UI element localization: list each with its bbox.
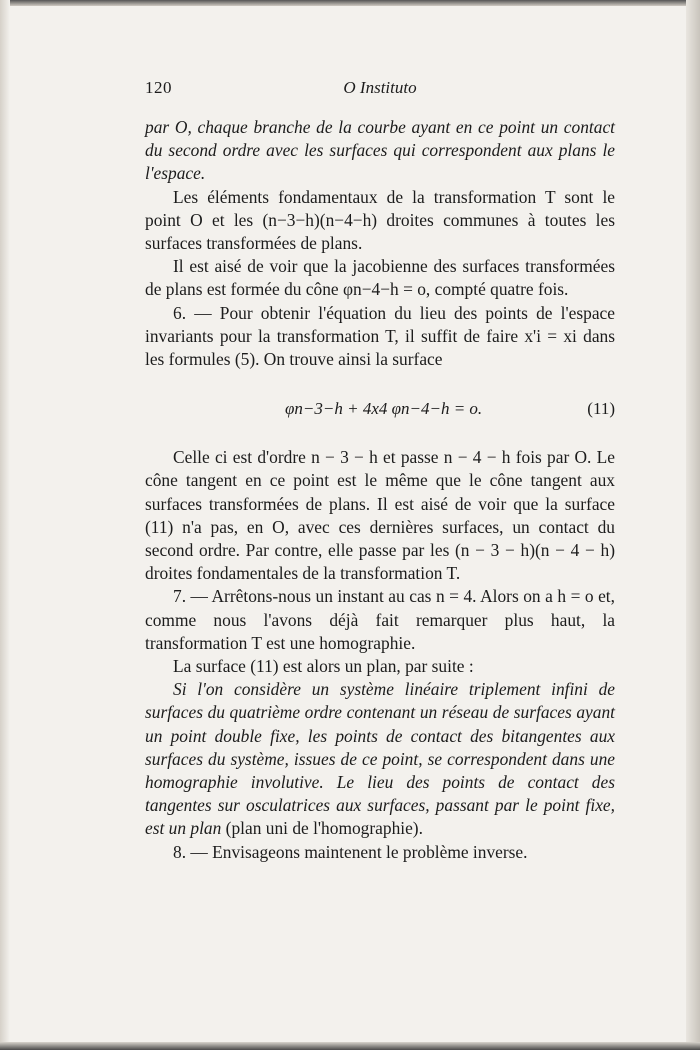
page-header	[145, 78, 615, 102]
page-body	[145, 116, 615, 864]
equation-number: (11)	[587, 399, 615, 419]
paragraph-theorem	[145, 678, 615, 840]
page-edge-top	[0, 0, 700, 6]
theorem-statement: Si l'on considère un système linéaire triplement infini de surfaces du quatrième ordre contenant un réseau de surfaces ayant un point double fixe, les points de contact des bitangentes aux surfaces du système, issues de ce point, se correspondent dans une homographie involutive. Le lieu des points de contact des tangentes sur osculatrices aux surfaces, passant par le point fixe, est un plan	[145, 679, 615, 839]
theorem-tail: (plan uni de l'homographie).	[221, 818, 423, 839]
equation-formula: φn−3−h + 4x4 φn−4−h = o.	[285, 399, 483, 419]
page-edge-right	[686, 0, 700, 1050]
paragraph-fundamental-elements: Les éléments fondamentaux de la transformation T sont le point O et les (n−3−h)(n−4−h) droites communes à toutes les surfaces transformées de plans.	[145, 186, 615, 254]
page-number: 120	[145, 78, 172, 97]
paragraph-section-8: 8. — Envisageons maintenent le problème inverse.	[173, 841, 528, 862]
paragraph-section-7: 7. — Arrêtons-nous un instant au cas n = 4. Alors on a h = o et, comme nous l'avons déjà fait remarquer plus haut, la transformation T est une homographie.	[145, 586, 615, 653]
paragraph-section-6: 6. — Pour obtenir l'équation du lieu des points de l'espace invariants pour la transformation T, il suffit de faire x'i = xi dans les formules (5). On trouve ainsi la surface	[145, 302, 615, 370]
equation-11	[145, 380, 615, 438]
running-title: O Instituto	[343, 78, 417, 97]
page-edge-left	[0, 0, 10, 1050]
paragraph-jacobian: Il est aisé de voir que la jacobienne des surfaces transformées de plans est formée du cône φn−4−h = o, compté quatre fois.	[145, 256, 615, 300]
page-edge-bottom	[0, 1042, 700, 1050]
paragraph-surface-order: Celle ci est d'ordre n − 3 − h et passe n − 4 − h fois par O. Le cône tangent en ce point est le même que le cône tangent aux surfaces transformées de plans. Il est aisé de voir que la surface (11) n'a pas, en O, avec ces dernières surfaces, un contact du second ordre. Par contre, elle passe par les (n − 3 − h)(n − 4 − h) droites fondamentales de la transformation T.	[145, 447, 615, 584]
paragraph-continuation: par O, chaque branche de la courbe ayant en ce point un contact du second ordre avec les surfaces qui correspondent aux plans le l'espace.	[145, 117, 615, 184]
paragraph-plane: La surface (11) est alors un plan, par suite :	[173, 656, 474, 677]
